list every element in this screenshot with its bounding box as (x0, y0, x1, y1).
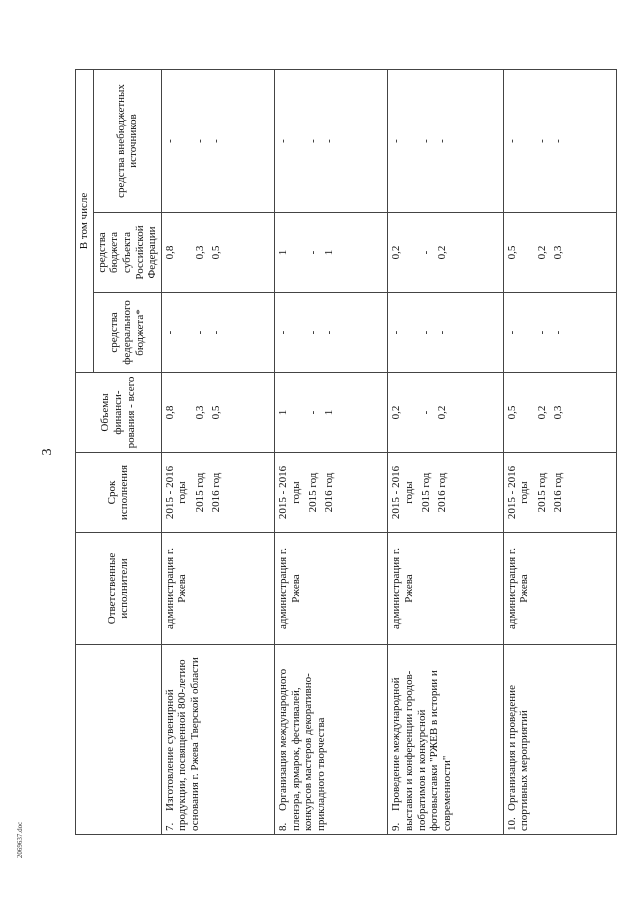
regional-value: 0,3 (551, 245, 564, 260)
total-value: 0,5 (505, 405, 518, 420)
federal-value: - (277, 330, 290, 335)
activity-text: Изготовление сувенирной продукции, посвященной 800-летию основания г. Ржева Тверской области (163, 657, 202, 831)
federal-value: - (420, 330, 433, 335)
total-value: - (307, 410, 320, 415)
federal-cell (388, 293, 503, 373)
activity-cell (503, 645, 616, 835)
federal-value: - (505, 330, 518, 335)
executor-cell: администрация г. Ржева (161, 533, 274, 645)
regional-cell (161, 213, 274, 293)
footer-filename: 2069637.doc (16, 821, 24, 859)
federal-value: - (535, 330, 548, 335)
regional-cell (388, 213, 503, 293)
header-total: Объемы финанси-рования - всего (76, 373, 162, 453)
regional-cell (503, 213, 616, 293)
federal-value: - (551, 330, 564, 335)
offbudget-value: - (193, 139, 206, 143)
federal-cell (275, 293, 388, 373)
federal-value: - (209, 330, 222, 335)
header-offbudget: средства внебюджетных источников (93, 69, 161, 212)
offbudget-value: - (307, 139, 320, 143)
federal-value: - (193, 330, 206, 335)
offbudget-value: - (505, 139, 518, 143)
period-value: 2015 год (193, 472, 206, 513)
period-cell (275, 453, 388, 533)
executor-cell: администрация г. Ржева (388, 533, 503, 645)
activity-cell (161, 645, 274, 835)
period-value: 2015 - 2016 годы (505, 465, 531, 520)
table-row (161, 69, 274, 834)
federal-cell (161, 293, 274, 373)
activity-text: Организация международного пленэра, ярмарок, фестивалей, конкурсов мастеров декоративно-прикладного творчества (277, 668, 328, 831)
offbudget-value: - (551, 139, 564, 143)
offbudget-value: - (390, 139, 403, 143)
header-executors: Ответственные исполнители (76, 533, 162, 645)
table-row (503, 69, 616, 834)
period-value: 2015 год (535, 472, 548, 513)
offbudget-cell (388, 69, 503, 212)
total-value: 0,3 (551, 405, 564, 420)
regional-value: 1 (323, 249, 336, 256)
offbudget-cell (503, 69, 616, 212)
table-body (161, 69, 616, 834)
regional-value: 1 (277, 249, 290, 256)
period-cell (161, 453, 274, 533)
total-cell (503, 373, 616, 453)
period-value: 2015 год (420, 472, 433, 513)
offbudget-value: - (209, 139, 222, 143)
regional-value: 0,2 (535, 245, 548, 260)
header-including: В том числе (76, 69, 94, 372)
row-number: 8. (277, 822, 290, 831)
table-row (275, 69, 388, 834)
federal-value: - (163, 330, 176, 335)
period-value: 2015 - 2016 годы (163, 465, 189, 520)
federal-value: - (390, 330, 403, 335)
total-value: 0,2 (436, 405, 449, 420)
offbudget-value: - (420, 139, 433, 143)
header-regional: средства бюджета субъекта Российской Федерации (93, 213, 161, 293)
period-value: 2016 год (436, 472, 449, 513)
header-period: Срок исполнения (76, 453, 162, 533)
row-number: 10. (505, 817, 518, 831)
offbudget-value: - (535, 139, 548, 143)
offbudget-value: - (163, 139, 176, 143)
total-cell (388, 373, 503, 453)
total-cell (161, 373, 274, 453)
row-number: 9. (390, 822, 403, 831)
period-value: 2016 год (323, 472, 336, 513)
period-value: 2015 - 2016 годы (277, 465, 302, 520)
offbudget-cell (161, 69, 274, 212)
period-value: 2016 год (551, 472, 564, 513)
federal-value: - (436, 330, 449, 335)
federal-cell (503, 293, 616, 373)
regional-value: 0,3 (193, 245, 206, 260)
row-number: 7. (163, 822, 176, 831)
table-header-row (76, 69, 94, 834)
activity-cell (388, 645, 503, 835)
total-value: - (420, 410, 433, 415)
total-value: 0,8 (163, 405, 176, 420)
regional-value: 0,8 (163, 245, 176, 260)
total-value: 1 (277, 409, 290, 416)
activity-text: Проведение международной выставки и конференции городов-побратимов и конкурсной фотовыставки "РЖЕВ в истории и современности" (390, 670, 453, 831)
offbudget-value: - (277, 139, 290, 143)
regional-value: 0,5 (505, 245, 518, 260)
header-federal: средства федерального бюджета* (93, 293, 161, 373)
federal-value: - (323, 330, 336, 335)
offbudget-value: - (436, 139, 449, 143)
page-number: 3 (40, 448, 55, 456)
period-cell (503, 453, 616, 533)
period-value: 2015 год (307, 472, 320, 513)
regional-value: - (420, 250, 433, 255)
executor-cell: администрация г. Ржева (275, 533, 388, 645)
header-activity (76, 645, 162, 835)
period-value: 2016 год (209, 472, 222, 513)
regional-value: 0,2 (390, 245, 403, 260)
period-value: 2015 - 2016 годы (390, 465, 416, 520)
table-row (388, 69, 503, 834)
total-value: 0,3 (193, 405, 206, 420)
total-cell (275, 373, 388, 453)
offbudget-value: - (323, 139, 336, 143)
federal-value: - (307, 330, 320, 335)
offbudget-cell (275, 69, 388, 212)
period-cell (388, 453, 503, 533)
activity-text: Организация и проведение спортивных мероприятий (505, 685, 531, 831)
activity-cell (275, 645, 388, 835)
regional-cell (275, 213, 388, 293)
total-value: 0,2 (535, 405, 548, 420)
regional-value: - (307, 250, 320, 255)
total-value: 0,2 (390, 405, 403, 420)
regional-value: 0,2 (436, 245, 449, 260)
executor-cell: администрация г. Ржева (503, 533, 616, 645)
regional-value: 0,5 (209, 245, 222, 260)
total-value: 1 (323, 409, 336, 416)
program-table (75, 69, 617, 835)
total-value: 0,5 (209, 405, 222, 420)
